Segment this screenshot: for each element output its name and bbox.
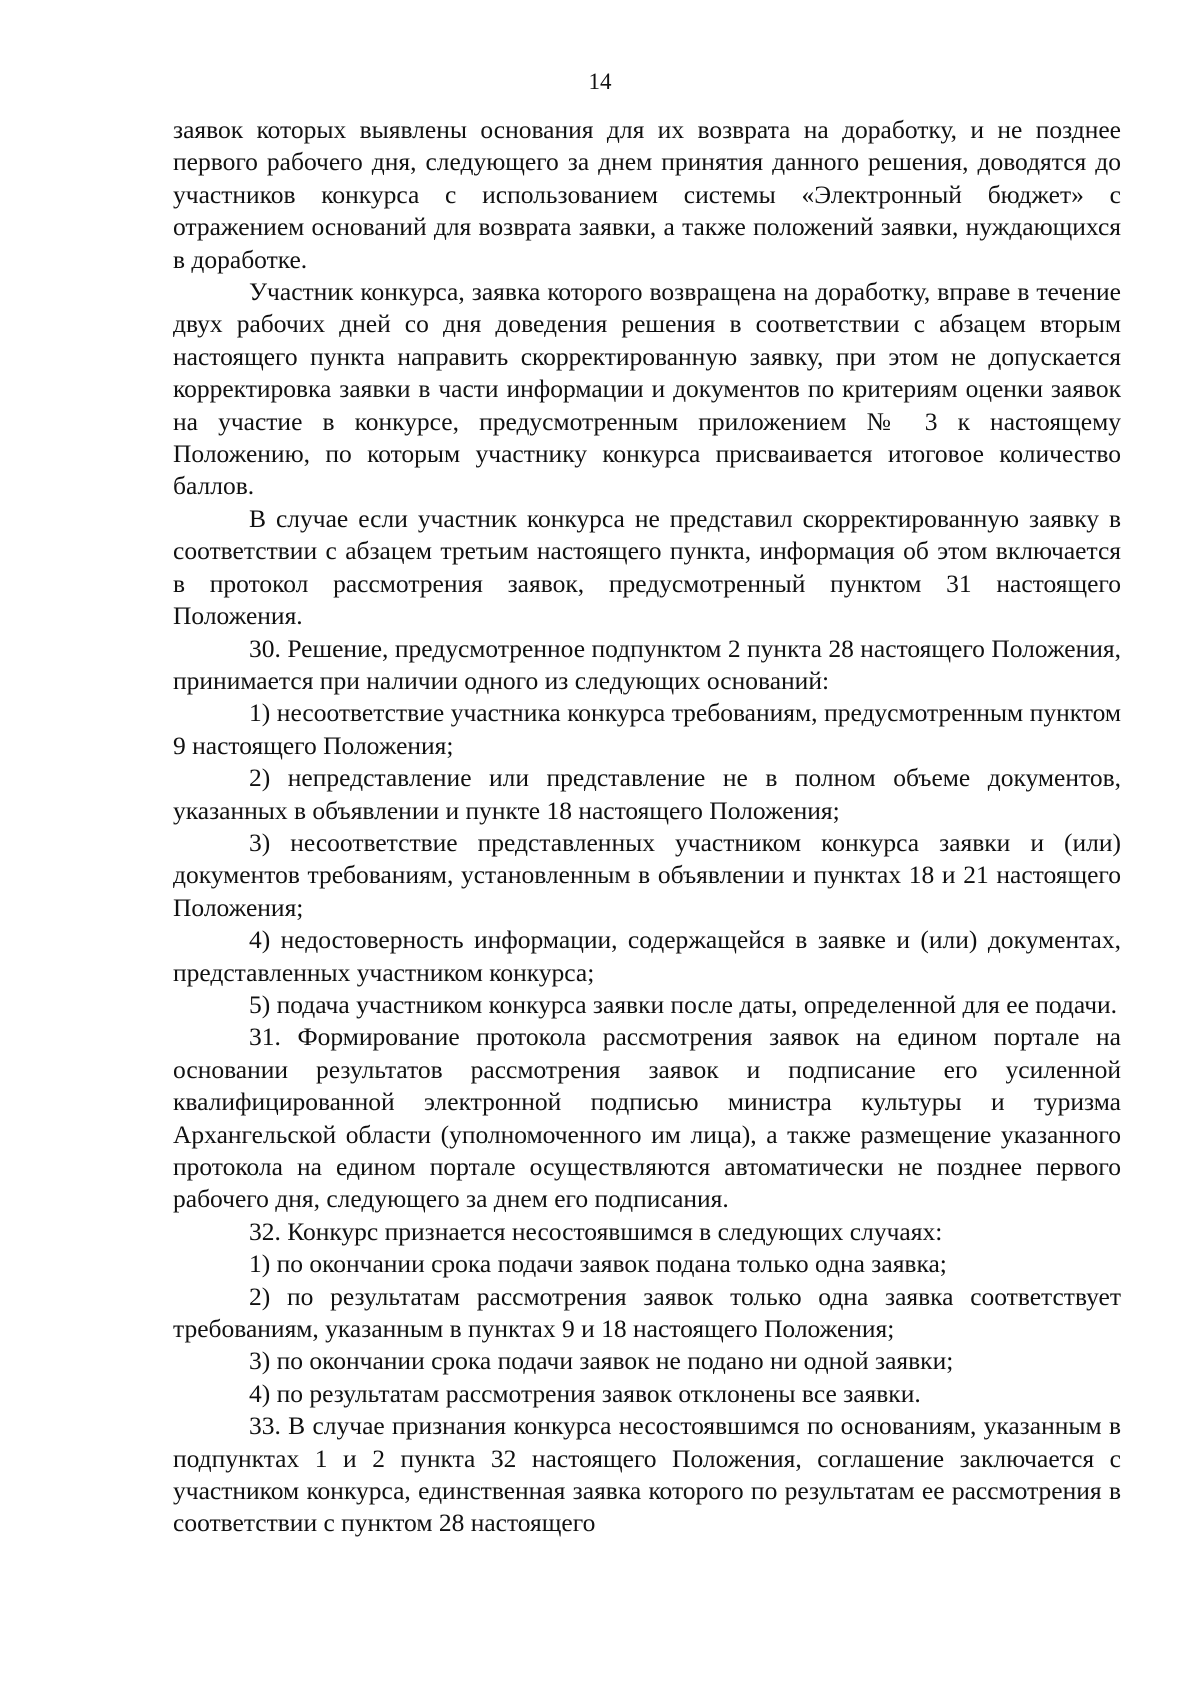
- clause-30-item-2: 2) непредставление или представление не в полном объеме документов, указанных в объявлении и пункте 18 настоящего Положения;: [173, 763, 1121, 825]
- clause-32-item-3: 3) по окончании срока подачи заявок не подано ни одной заявки;: [249, 1346, 954, 1376]
- document-body: [173, 114, 1121, 1540]
- page-number: 14: [588, 69, 612, 94]
- clause-30: 30. Решение, предусмотренное подпунктом 2 пункта 28 настоящего Положения, принимается при наличии одного из следующих оснований:: [173, 633, 1121, 695]
- clause-30-item-1: 1) несоответствие участника конкурса требованиям, предусмотренным пунктом 9 настоящего Положения;: [173, 698, 1121, 760]
- clause-30-item-4: 4) недостоверность информации, содержащейся в заявке и (или) документах, представленных участником конкурса;: [173, 925, 1121, 987]
- clause-32-item-4: 4) по результатам рассмотрения заявок отклонены все заявки.: [249, 1378, 921, 1408]
- clause-32-item-1: 1) по окончании срока подачи заявок подана только одна заявка;: [249, 1249, 947, 1279]
- clause-30-item-5: 5) подача участником конкурса заявки после даты, определенной для ее подачи.: [249, 989, 1118, 1019]
- clause-32: 32. Конкурс признается несостоявшимся в следующих случаях:: [249, 1216, 943, 1246]
- clause-32-item-2: 2) по результатам рассмотрения заявок только одна заявка соответствует требованиям, указанным в пунктах 9 и 18 настоящего Положения;: [173, 1281, 1121, 1344]
- clause-30-item-3: 3) несоответствие представленных участником конкурса заявки и (или) документов требованиям, установленным в объявлении и пунктах 18 и 21 настоящего Положения;: [173, 827, 1121, 922]
- clause-31: 31. Формирование протокола рассмотрения заявок на едином портале на основании результатов рассмотрения заявок и подписание его усиленной квалифицированной электронной подписью министра культуры и туризма Архангельской области (уполномоченного им лица), а также размещение указанного протокола на едином портале осуществляются автоматически не позднее первого рабочего дня, следующего за днем его подписания.: [173, 1022, 1121, 1214]
- paragraph-continuation: заявок которых выявлены основания для их возврата на доработку, и не позднее первого рабочего дня, следующего за днем принятия данного решения, доводятся до участников конкурса с использованием системы «Электронный бюджет» с отражением оснований для возврата заявки, а также положений заявки, нуждающихся в доработке.: [173, 115, 1121, 274]
- clause-33: 33. В случае признания конкурса несостоявшимся по основаниям, указанным в подпунктах 1 и 2 пункта 32 настоящего Положения, соглашение заключается с участником конкурса, единственная заявка которого по результатам ее рассмотрения в соответствии с пунктом 28 настоящего: [173, 1411, 1121, 1538]
- paragraph-not-resubmitted: В случае если участник конкурса не представил скорректированную заявку в соответствии с абзацем третьим настоящего пункта, информация об этом включается в протокол рассмотрения заявок, предусмотренный пунктом 31 настоящего Положения.: [173, 503, 1121, 631]
- paragraph-resubmission: Участник конкурса, заявка которого возвращена на доработку, вправе в течение двух рабочих дней со дня доведения решения в соответствии с абзацем вторым настоящего пункта направить скорректированную заявку, при этом не допускается корректировка заявки в части информации и документов по критериям оценки заявок на участие в конкурсе, предусмотренным приложением № 3 к настоящему Положению, по которым участнику конкурса присваивается итоговое количество баллов.: [173, 277, 1121, 501]
